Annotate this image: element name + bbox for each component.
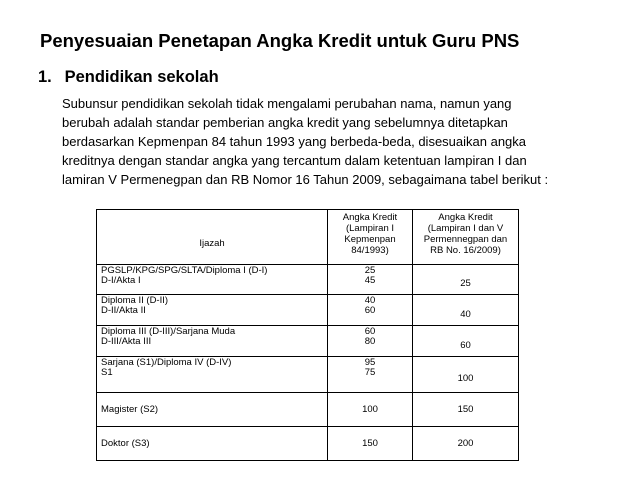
paragraph-line: Subunsur pendidikan sekolah tidak mengalami perubahan nama, namun yang [62,96,512,111]
cell-new-credit: 40 [413,295,519,326]
section-heading-text: Pendidikan sekolah [64,68,219,86]
cell-ijazah: Doktor (S3) [97,427,328,461]
page-title: Penyesuaian Penetapan Angka Kredit untuk Guru PNS [40,30,520,51]
cell-line: 60 [364,326,376,337]
table-row [97,357,519,393]
section-heading [38,68,219,87]
paragraph-line: lamiran V Permenegpan dan RB Nomor 16 Tahun 2009, sebagaimana tabel berikut : [62,172,549,187]
cell-line: S1 [101,367,113,378]
section-paragraph [62,94,622,189]
header-line: Kepmenpan [344,234,396,245]
cell-line: 75 [364,367,376,378]
cell-line: 80 [364,336,376,347]
cell-line: D-I/Akta I [101,275,141,286]
header-ijazah: Ijazah [97,210,328,265]
table-header-row [97,210,519,265]
cell-new-credit: 150 [413,393,519,427]
section-number: 1. [38,68,52,86]
cell-new-credit: 25 [413,265,519,295]
cell-old-credit [328,265,413,295]
cell-old-credit [328,357,413,393]
cell-line: Diploma III (D-III)/Sarjana Muda [101,326,236,337]
header-line: (Lampiran I dan V [427,223,504,234]
header-new-credit [413,210,519,265]
cell-old-credit [328,326,413,357]
table-row [97,326,519,357]
header-line: Permennegpan dan [423,234,508,245]
cell-new-credit: 100 [413,357,519,393]
cell-ijazah [97,326,328,357]
credit-table [96,209,519,461]
cell-line: D-III/Akta III [101,336,152,347]
cell-line: D-II/Akta II [101,305,146,316]
table-row [97,295,519,326]
cell-ijazah [97,357,328,393]
table-row [97,427,519,461]
cell-old-credit: 100 [328,393,413,427]
cell-ijazah [97,295,328,326]
cell-ijazah: Magister (S2) [97,393,328,427]
header-line: Angka Kredit [342,212,398,223]
table-row [97,265,519,295]
cell-ijazah [97,265,328,295]
cell-new-credit: 60 [413,326,519,357]
cell-line: 25 [364,265,376,276]
header-line: 84/1993) [351,245,389,256]
cell-line: 60 [364,305,376,316]
header-line: (Lampiran I [345,223,395,234]
cell-line: Sarjana (S1)/Diploma IV (D-IV) [101,357,232,368]
cell-line: Diploma II (D-II) [101,295,169,306]
cell-line: 40 [364,295,376,306]
header-line: Angka Kredit [438,212,493,223]
cell-line: 95 [364,357,376,368]
cell-new-credit: 200 [413,427,519,461]
cell-line: PGSLP/KPG/SPG/SLTA/Diploma I (D-I) [101,265,268,276]
header-old-credit [328,210,413,265]
table-row [97,393,519,427]
cell-line: 45 [364,275,376,286]
cell-old-credit: 150 [328,427,413,461]
paragraph-line: kreditnya dengan standar angka yang tercantum dalam ketentuan lampiran I dan [62,153,527,168]
header-line: RB No. 16/2009) [430,245,501,256]
paragraph-line: berubah adalah standar pemberian angka kredit yang sebelumnya ditetapkan [62,115,508,130]
cell-old-credit [328,295,413,326]
paragraph-line: berdasarkan Kepmenpan 84 tahun 1993 yang berbeda-beda, disesuaikan angka [62,134,527,149]
